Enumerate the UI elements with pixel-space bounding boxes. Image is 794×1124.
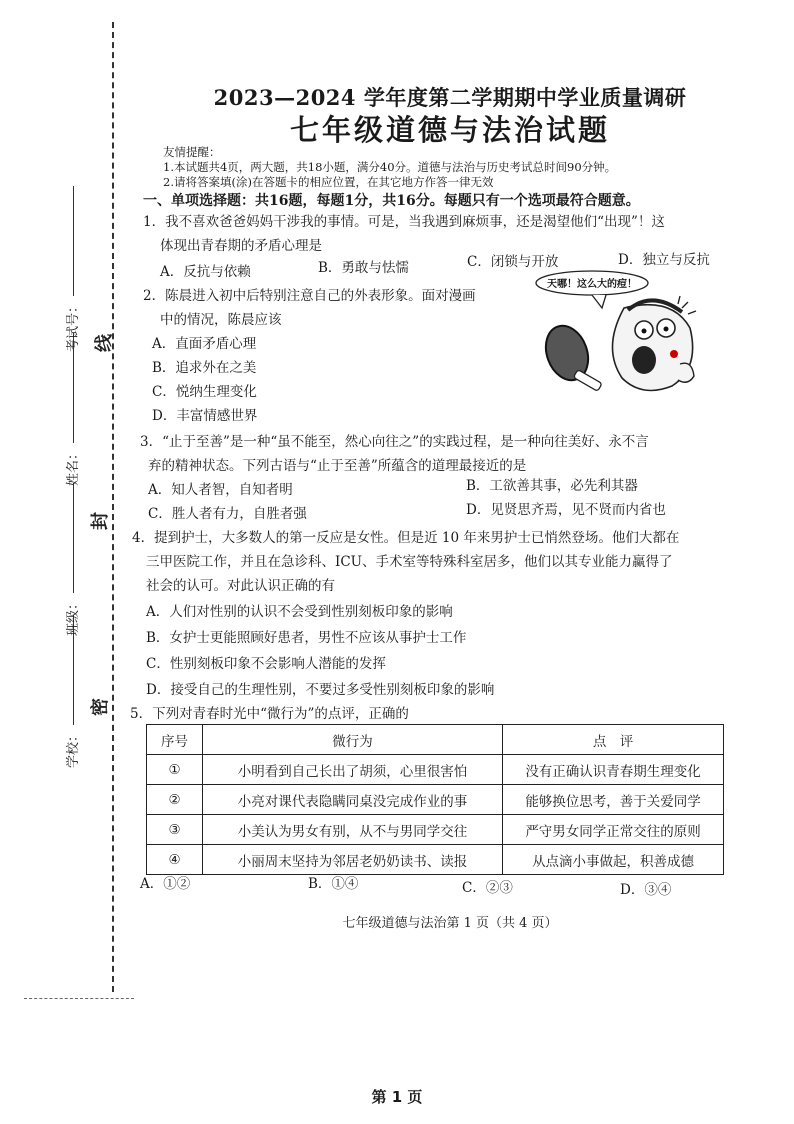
q5-option-d[interactable]: D．③④	[620, 882, 672, 898]
q5-option-b[interactable]: B．①④	[308, 876, 359, 892]
q1-option-a[interactable]: A．反抗与依赖	[160, 264, 251, 280]
table-cell-comment: 严守男女同学正常交往的原则	[503, 815, 724, 845]
q5-option-c[interactable]: C．②③	[462, 880, 513, 896]
exam-number-field	[62, 186, 81, 352]
binding-stub-line	[24, 998, 134, 999]
page-number: 第 1 页	[371, 1088, 423, 1106]
speech-bubble-text: 天哪！这么大的痘！	[547, 279, 637, 290]
table-cell-number: ④	[147, 845, 203, 875]
hand-on-cheek	[678, 363, 694, 382]
q5-micro-behavior-table	[146, 724, 724, 875]
table-cell-comment: 从点滴小事做起，积善成德	[503, 845, 724, 875]
binding-dashed-line	[112, 22, 114, 992]
table-cell-behavior: 小美认为男女有别，从不与男同学交往	[202, 815, 502, 845]
binding-word-seal: 密	[90, 698, 111, 716]
q4-stem-line-1: 4．提到护士，大多数人的第一反应是女性。但是近 10 年来男护士已悄然登场。他们大都在	[132, 530, 680, 546]
table-header-comment: 点 评	[503, 725, 724, 755]
table-header-behavior: 微行为	[202, 725, 502, 755]
class-blank[interactable]	[73, 483, 74, 593]
q1-option-d[interactable]: D．独立与反抗	[618, 252, 710, 268]
table-cell-number: ③	[147, 815, 203, 845]
q2-stem-line-1: 2．陈晨进入初中后特别注意自己的外表形象。面对漫画	[143, 288, 476, 304]
table-cell-behavior: 小明看到自己长出了胡须，心里很害怕	[202, 755, 502, 785]
q5-option-a[interactable]: A．①②	[140, 876, 191, 892]
exam-term-title: 2023—2024 学年度第二学期期中学业质量调研	[213, 85, 687, 110]
q3-stem-line-1: 3．“止于至善”是一种“虽不能至，然心向往之”的实践过程，是一种向往美好、永不言	[140, 434, 649, 450]
exam-subject-title: 七年级道德与法治试题	[289, 113, 610, 147]
q3-option-a[interactable]: A．知人者智，自知者明	[148, 482, 293, 498]
q3-option-b[interactable]: B．工欲善其事，必先利其器	[466, 478, 638, 494]
table-cell-behavior: 小亮对课代表隐瞒同桌没完成作业的事	[202, 785, 502, 815]
q2-option-c[interactable]: C．悦纳生理变化	[152, 384, 257, 400]
speech-bubble-tail	[592, 295, 606, 308]
page-footer-info: 七年级道德与法治第 1 页（共 4 页）	[342, 916, 558, 931]
eye-left	[642, 329, 647, 334]
q4-option-d[interactable]: D．接受自己的生理性别，不要过多受性别刻板印象的影响	[146, 682, 495, 698]
table-cell-comment: 没有正确认识青春期生理变化	[503, 755, 724, 785]
name-field	[62, 333, 81, 486]
reminder-heading: 友情提醒：	[163, 145, 221, 159]
pimple-icon	[670, 350, 678, 358]
q3-option-c[interactable]: C．胜人者有力，自胜者强	[148, 506, 307, 522]
table-cell-comment: 能够换位思考，善于关爱同学	[503, 785, 724, 815]
school-field	[62, 615, 81, 768]
class-field	[62, 483, 81, 636]
q1-stem-line-2: 体现出青春期的矛盾心理是	[160, 238, 322, 254]
q5-stem-line-1: 5．下列对青春时光中“微行为”的点评，正确的	[130, 706, 409, 722]
table-cell-number: ①	[147, 755, 203, 785]
table-row	[147, 755, 724, 785]
section-1-heading: 一、单项选择题：共16题，每题1分，共16分。每题只有一个选项最符合题意。	[143, 193, 640, 209]
q4-stem-line-2: 三甲医院工作，并且在急诊科、ICU、手术室等特殊科室居多，他们以其专业能力赢得了	[146, 554, 673, 570]
q2-option-b[interactable]: B．追求外在之美	[152, 360, 257, 376]
open-mouth	[632, 346, 656, 374]
binding-word-closed: 封	[90, 512, 111, 530]
q2-option-a[interactable]: A．直面矛盾心理	[152, 336, 257, 352]
table-header-number: 序号	[147, 725, 203, 755]
q4-option-a[interactable]: A．人们对性别的认识不会受到性别刻板印象的影响	[146, 604, 453, 620]
q2-stem-line-2: 中的情况，陈晨应该	[160, 312, 282, 328]
table-row	[147, 845, 724, 875]
q2-option-d[interactable]: D．丰富情感世界	[152, 408, 258, 424]
binding-word-line: 线	[94, 334, 115, 352]
class-label: 班级：	[66, 596, 81, 636]
eye-right	[664, 327, 669, 332]
q4-option-c[interactable]: C．性别刻板印象不会影响人潜能的发挥	[146, 656, 386, 672]
q3-stem-line-2: 弃的精神状态。下列古语与“止于至善”所蕴含的道理最接近的是	[148, 458, 527, 474]
q1-stem-line-1: 1．我不喜欢爸爸妈妈干涉我的事情。可是，当我遇到麻烦事，还是渴望他们“出现”！这	[143, 214, 665, 230]
friendly-reminder	[163, 145, 723, 190]
table-cell-behavior: 小丽周末坚持为邻居老奶奶读书、读报	[202, 845, 502, 875]
q2-cartoon	[532, 268, 702, 408]
q1-option-c[interactable]: C．闭锁与开放	[467, 254, 559, 270]
exam-number-label: 考试号：	[66, 299, 81, 352]
reminder-line-2: 2.请将答案填(涂)在答题卡的相应位置，在其它地方作答一律无效	[163, 175, 494, 189]
q4-stem-line-3: 社会的认可。对此认识正确的有	[146, 578, 335, 594]
table-header-row	[147, 725, 724, 755]
table-cell-number: ②	[147, 785, 203, 815]
exam-number-blank[interactable]	[73, 186, 74, 296]
name-label: 姓名：	[66, 446, 81, 486]
q1-option-b[interactable]: B．勇敢与怯懦	[318, 260, 409, 276]
school-label: 学校：	[66, 728, 81, 768]
table-row	[147, 785, 724, 815]
table-row	[147, 815, 724, 845]
reminder-line-1: 1.本试题共4页，两大题，共18小题，满分40分。道德与法治与历史考试总时间90分钟。	[163, 160, 617, 174]
q4-option-b[interactable]: B．女护士更能照顾好患者，男性不应该从事护士工作	[146, 630, 467, 646]
q3-option-d[interactable]: D．见贤思齐焉，见不贤而内省也	[466, 502, 666, 518]
mirror-handle	[573, 370, 602, 392]
